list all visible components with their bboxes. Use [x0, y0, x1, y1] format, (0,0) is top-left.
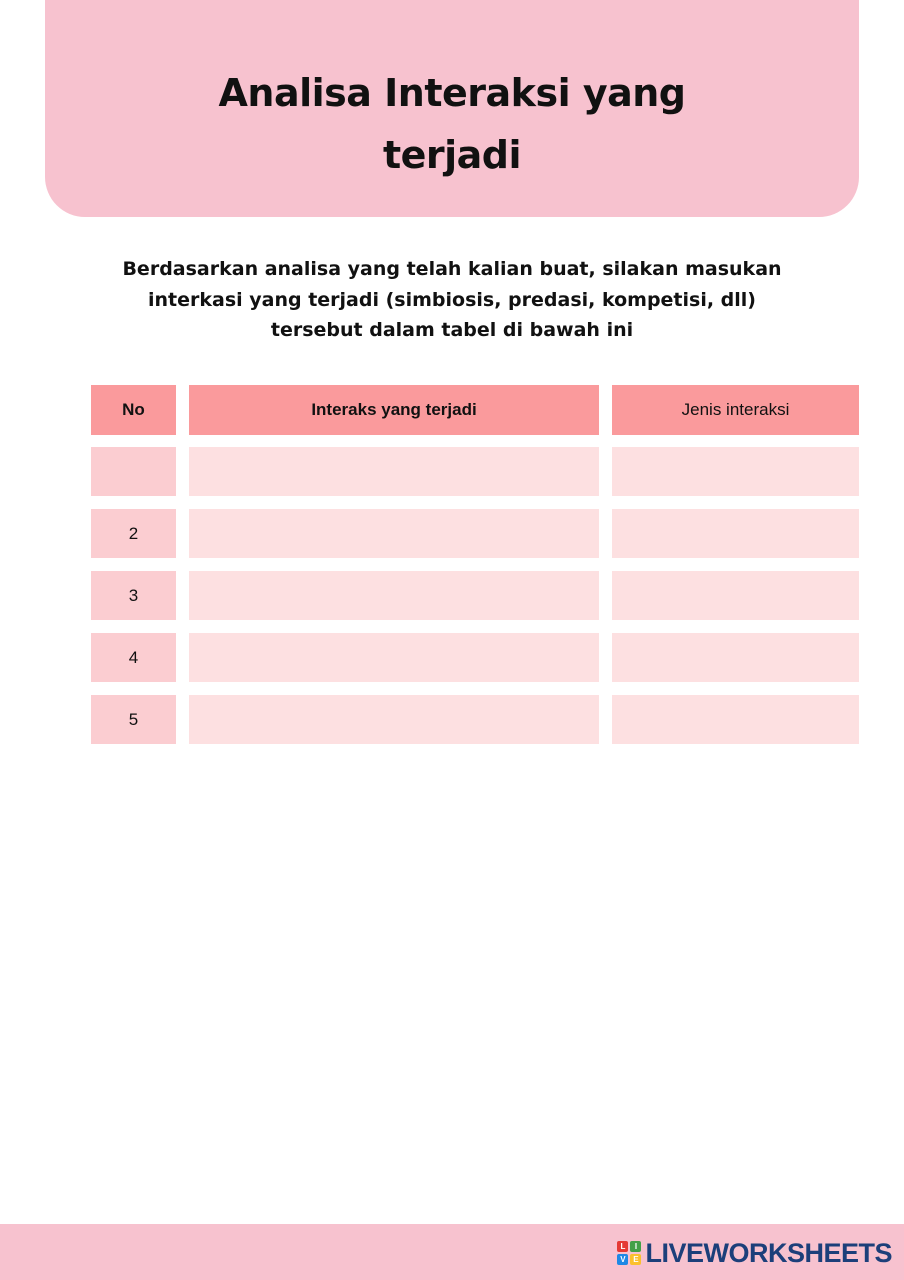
header-no: No [91, 385, 176, 435]
page-title-line-1: Analisa Interaksi yang [218, 71, 686, 115]
instructions [90, 254, 814, 346]
logo-letter-l: L [617, 1241, 628, 1252]
row-5-interaksi-input[interactable] [189, 695, 599, 744]
row-3-no: 3 [91, 571, 176, 620]
footer-band [0, 1224, 904, 1280]
row-4-no: 4 [91, 633, 176, 682]
logo-text: LIVEWORKSHEETS [645, 1237, 892, 1268]
row-4-interaksi-input[interactable] [189, 633, 599, 682]
row-2-jenis-input[interactable] [612, 509, 859, 558]
instructions-line-1: Berdasarkan analisa yang telah kalian buat, silakan masukan [122, 258, 782, 280]
row-1-interaksi-input[interactable] [189, 447, 599, 496]
liveworksheets-logo [617, 1238, 892, 1268]
header-jenis: Jenis interaksi [612, 385, 859, 435]
row-3-jenis-input[interactable] [612, 571, 859, 620]
page-title [45, 62, 859, 186]
instructions-line-2: interkasi yang terjadi (simbiosis, predasi, kompetisi, dll) [147, 288, 756, 311]
row-2-no: 2 [91, 509, 176, 558]
row-3-interaksi-input[interactable] [189, 571, 599, 620]
row-5-jenis-input[interactable] [612, 695, 859, 744]
logo-letter-i: I [630, 1241, 641, 1252]
row-1-no [91, 447, 176, 496]
header-interaksi: Interaks yang terjadi [189, 385, 599, 435]
logo-letter-v: V [617, 1254, 628, 1265]
instructions-line-3: tersebut dalam tabel di bawah ini [270, 319, 634, 341]
row-4-jenis-input[interactable] [612, 633, 859, 682]
logo-letter-e: E [630, 1254, 641, 1265]
row-5-no: 5 [91, 695, 176, 744]
page-title-line-2: terjadi [382, 133, 522, 177]
row-1-jenis-input[interactable] [612, 447, 859, 496]
logo-mark-icon [617, 1241, 641, 1265]
row-2-interaksi-input[interactable] [189, 509, 599, 558]
